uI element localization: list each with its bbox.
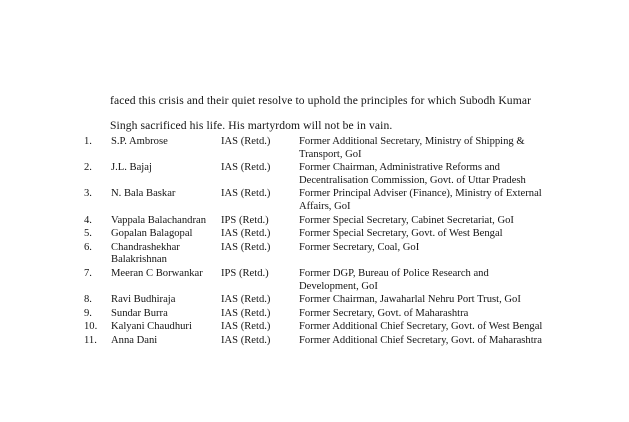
signatory-name: Ravi Budhiraja: [111, 294, 176, 306]
signatory-number: 1.: [84, 136, 92, 147]
signatory-row: [83, 162, 553, 187]
signatory-number: 10.: [84, 321, 98, 333]
signatory-name: Anna Dani: [111, 334, 158, 346]
closing-paragraph: faced this crisis and their quiet resolve to uphold the principles for which Subodh Kumar Singh sacrificed his life. His martyrdom will not be in vain.: [110, 93, 532, 132]
signatory-row: [83, 268, 553, 293]
signatory-service: IAS (Retd.): [221, 188, 271, 200]
signatory-designation: Former Secretary, Govt. of Maharashtra: [299, 307, 469, 319]
signatory-service: IAS (Retd.): [221, 334, 271, 346]
signatory-number: 3.: [84, 188, 92, 200]
signatory-name: Vappala Balachandran: [111, 214, 207, 226]
signatory-designation: Former Additional Chief Secretary, Govt. of West Bengal: [299, 321, 543, 333]
signatory-row: [83, 188, 553, 213]
signatory-name: Gopalan Balagopal: [111, 228, 193, 240]
signatory-number: 2.: [84, 162, 92, 174]
signatory-designation: Former Additional Chief Secretary, Govt. of Maharashtra: [299, 334, 542, 346]
signatory-row: [83, 321, 553, 334]
signatory-service: IPS (Retd.): [221, 267, 269, 279]
signatory-service: IPS (Retd.): [221, 214, 269, 226]
signatory-designation: Former Special Secretary, Cabinet Secretariat, GoI: [299, 214, 514, 226]
signatory-number: 8.: [84, 294, 92, 306]
signatory-row: [83, 242, 553, 267]
signatory-service: IAS (Retd.): [221, 136, 271, 147]
signatory-row: [83, 335, 553, 348]
signatory-name: Sundar Burra: [111, 307, 168, 319]
signatory-name: N. Bala Baskar: [111, 188, 176, 200]
signatory-number: 5.: [84, 228, 92, 240]
signatory-number: 9.: [84, 307, 92, 319]
signatory-service: IAS (Retd.): [221, 321, 271, 333]
signatory-row: [83, 215, 553, 228]
signatory-name: Kalyani Chaudhuri: [111, 321, 192, 333]
signatory-service: IAS (Retd.): [221, 241, 271, 253]
signatory-name: S.P. Ambrose: [111, 136, 168, 147]
signatory-row: [83, 228, 553, 241]
signatory-row: [83, 308, 553, 321]
signatory-designation: Former Principal Adviser (Finance), Ministry of External Affairs, GoI: [299, 188, 542, 212]
signatory-number: 11.: [84, 334, 97, 346]
signatory-designation: Former DGP, Bureau of Police Research and Development, GoI: [299, 267, 489, 292]
signatory-service: IAS (Retd.): [221, 307, 271, 319]
signatory-designation: Former Chairman, Jawaharlal Nehru Port Trust, GoI: [299, 294, 521, 306]
signatory-name: Chandrashekhar Balakrishnan: [111, 241, 180, 266]
signatory-designation: Former Secretary, Coal, GoI: [299, 241, 420, 253]
signatory-number: 4.: [84, 214, 92, 226]
signatory-designation: Former Special Secretary, Govt. of West Bengal: [299, 228, 503, 240]
signatory-name: Meeran C Borwankar: [111, 267, 203, 279]
signatory-service: IAS (Retd.): [221, 228, 271, 240]
signatory-designation: Former Chairman, Administrative Reforms and Decentralisation Commission, Govt. of Uttar Pradesh: [299, 162, 526, 186]
signatory-name: J.L. Bajaj: [111, 162, 152, 174]
signatory-designation: Former Additional Secretary, Ministry of Shipping & Transport, GoI: [299, 136, 525, 160]
signatory-list: [83, 136, 553, 349]
signatory-service: IAS (Retd.): [221, 162, 271, 174]
signatory-row: [83, 136, 553, 161]
signatory-number: 6.: [84, 241, 92, 253]
signatory-number: 7.: [84, 267, 92, 279]
signatory-row: [83, 294, 553, 307]
signatory-service: IAS (Retd.): [221, 294, 271, 306]
